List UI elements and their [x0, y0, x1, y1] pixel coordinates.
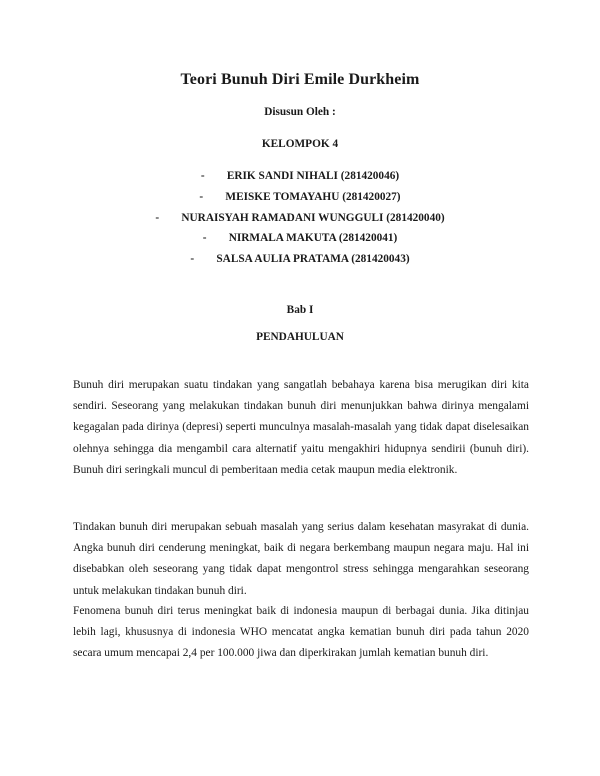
member-item — [0, 187, 600, 208]
member-item — [0, 228, 600, 249]
member-name: NURAISYAH RAMADANI WUNGGULI (281420040) — [181, 211, 445, 224]
list-bullet: - — [199, 190, 204, 203]
list-bullet: - — [202, 232, 207, 245]
member-name: MEISKE TOMAYAHU (281420027) — [225, 190, 401, 203]
body-paragraph: Bunuh diri merupakan suatu tindakan yang sangatlah bebahaya karena bisa merugikan diri kita sendiri. Seseorang yang melakukan tindakan bunuh diri menunjukkan bahwa dirinya mengalami kegagalan pada dirinya (depresi) seperti munculnya masalah-masalah yang tidak dapat diselesaikan olehnya sehingga dia mengambil cara alternatif yaitu mengakhiri hidupnya sendirii (bunuh diri). Bunuh diri seringkali muncul di pemberitaan media cetak maupun media elektronik. — [73, 379, 529, 476]
list-bullet: - — [190, 253, 195, 266]
body-paragraph: Fenomena bunuh diri terus meningkat baik di indonesia maupun di berbagai dunia. Jika ditinjau lebih lagi, khususnya di indonesia WHO mencatat angka kematian bunuh diri pada tahun 2020 secara umum mencapai 2,4 per 100.000 jiwa dan diperkirakan jumlah kematian bunuh diri. — [73, 605, 529, 660]
member-name: ERIK SANDI NIHALI (281420046) — [226, 170, 400, 182]
document-title: Teori Bunuh Diri Emile Durkheim — [180, 71, 420, 88]
member-item — [0, 208, 600, 229]
member-list — [0, 166, 600, 270]
member-item — [0, 249, 600, 270]
chapter-title: PENDAHULUAN — [256, 331, 344, 343]
member-name: NIRMALA MAKUTA (281420041) — [228, 232, 398, 245]
compiled-by-label: Disusun Oleh : — [264, 106, 336, 118]
list-bullet: - — [200, 170, 205, 182]
group-name: KELOMPOK 4 — [261, 138, 339, 150]
member-name: SALSA AULIA PRATAMA (281420043) — [216, 253, 410, 266]
list-bullet: - — [155, 211, 160, 224]
body-paragraph: Tindakan bunuh diri merupakan sebuah masalah yang serius dalam kesehatan masyrakat di dunia. Angka bunuh diri cenderung meningkat, baik di negara berkembang maupun negara maju. Hal ini disebabkan oleh seseorang yang tidak dapat mengontrol stress sehingga mengarahkan seseorang untuk melakukan tindakan bunuh diri. — [73, 521, 529, 597]
chapter-number: Bab I — [286, 304, 314, 316]
member-item — [0, 166, 600, 187]
